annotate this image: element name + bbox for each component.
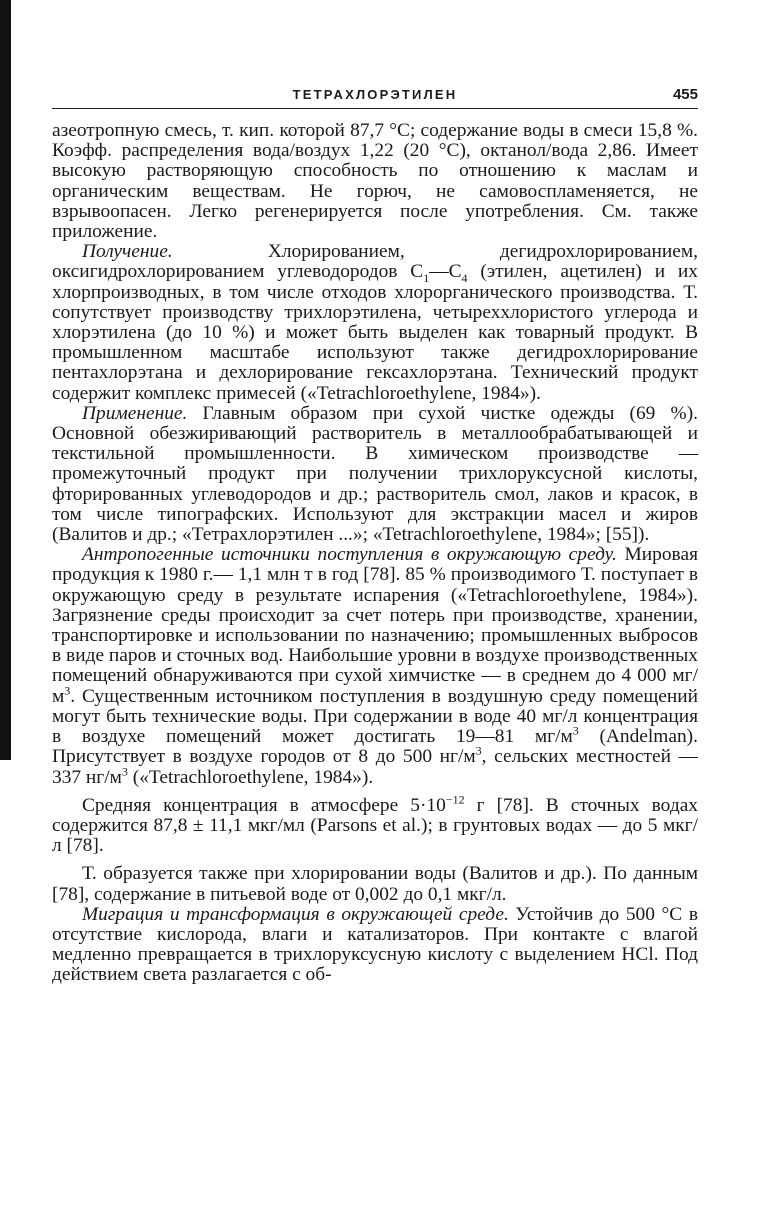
paragraph-text: азеотропную смесь, т. кип. которой 87,7 °С; содержание воды в смеси 15,8 %. Коэфф. распределения вода/воздух 1,22 (20 °С), октанол/вода 2,86. Имеет высокую растворяющую способность по отношению к маслам и органическим веществам. Не горюч, не самовоспламеняется, не взрывоопасен. Легко регенерируется после употребления. См. также приложение.: [52, 120, 698, 243]
section-heading-anthropogenic-sources: Антропогенные источники поступления в окружающую среду.: [82, 544, 617, 566]
paragraph-average-concentration: [52, 792, 698, 857]
page-number: 455: [672, 86, 698, 103]
paragraph-text: —C: [429, 261, 462, 283]
superscript: 3: [475, 743, 482, 758]
paragraph-text: Главным образом при сухой чистке одежды (69 %). Основной обезжиривающий растворитель в металлообрабатывающей и текстильной промышленности. В химическом производстве — промежуточный продукт при получении трихлоруксусной кислоты, фторированных углеводородов и др.; растворитель смол, лаков и красок, в том числе типографских. Используют для экстракции масел и жиров (Валитов и др.; «Тетрахлорэтилен ...»; «Tetrachloroethylene, 1984»; [55]).: [52, 402, 698, 546]
paragraph-properties-continued: [52, 121, 698, 242]
superscript: 3: [572, 723, 579, 738]
paragraph-text: Средняя концентрация в атмосфере 5·10: [82, 794, 446, 816]
paragraph-text: Мировая продукция к 1980 г.— 1,1 млн т в год [78]. 85 % производимого Т. поступает в окружающую среду в результате испарения («Tetrachloroethylene, 1984»). Загрязнение среды происходит за счет потерь при производстве, хранении, транспортировке и использовании по назначению; промышленных выбросов в виде паров и сточных вод. Наибольшие уровни в воздухе производственных помещений обнаруживаются при сухой химчистке — в среднем до 4 000 мг/м: [52, 544, 698, 707]
paragraph-text: (Andelman). Присутствует в воздухе городов от 8 до 500 нг/м: [52, 726, 698, 768]
paragraph-migration: [52, 905, 698, 986]
subscript: 4: [461, 271, 468, 286]
section-heading-migration: Миграция и трансформация в окружающей среде.: [82, 903, 509, 925]
body-text: [52, 121, 698, 986]
paragraph-text: г [78]. В сточных водах содержится 87,8 ± 11,1 мкг/мл (Parsons et al.); в грунтовых водах — до 5 мкг/л [78].: [52, 794, 698, 857]
paragraph-text: («Tetrachloroethylene, 1984»).: [127, 766, 374, 788]
paragraph-production: [52, 242, 698, 404]
superscript: 3: [121, 764, 128, 779]
superscript: −12: [445, 792, 465, 807]
paragraph-text: Хлорированием, дегидрохлорированием, оксигидрохлорированием углеводородов C: [52, 241, 698, 283]
section-heading-application: Применение.: [82, 402, 188, 424]
paragraph-text: Устойчив до 500 °С в отсутствие кислорода, влаги и катализаторов. При контакте с влагой медленно превращается в трихлоруксусную кислоту с выделением HCl. Под действием света разлагается с об-: [52, 903, 698, 986]
page-binding-shadow: [0, 0, 11, 760]
superscript: 3: [64, 683, 71, 698]
running-title: ТЕТРАХЛОРЭТИЛЕН: [292, 87, 458, 102]
paragraph-anthropogenic-sources: [52, 545, 698, 787]
paragraph-text: Т. образуется также при хлорировании воды (Валитов и др.). По данным [78], содержание в питьевой воде от 0,002 до 0,1 мкг/л.: [52, 863, 698, 905]
paragraph-text: , сельских местностей — 337 нг/м: [52, 746, 698, 788]
section-heading-production: Получение.: [82, 241, 173, 263]
running-header: [52, 86, 698, 109]
paragraph-water-chlorination: [52, 864, 698, 904]
paragraph-text: . Существенным источником поступления в воздушную среду помещений могут быть технические воды. При содержании в воде 40 мг/л концентрация в воздухе помещений может достигать 19—81 мг/м: [52, 685, 698, 748]
book-page: [52, 86, 698, 986]
subscript: 1: [423, 271, 430, 286]
paragraph-text: (этилен, ацетилен) и их хлорпроизводных, в том числе отходов хлорорганического производства. Т. сопутствует производству трихлорэтилена, четыреххлористого углерода и хлорэтилена (до 10 %) и может быть выделен как товарный продукт. В промышленном масштабе используют также дегидрохлорирование пентахлорэтана и дехлорирование гексахлорэтана. Технический продукт содержит комплекс примесей («Tetrachloroethylene, 1984»).: [52, 261, 698, 404]
paragraph-application: [52, 404, 698, 545]
